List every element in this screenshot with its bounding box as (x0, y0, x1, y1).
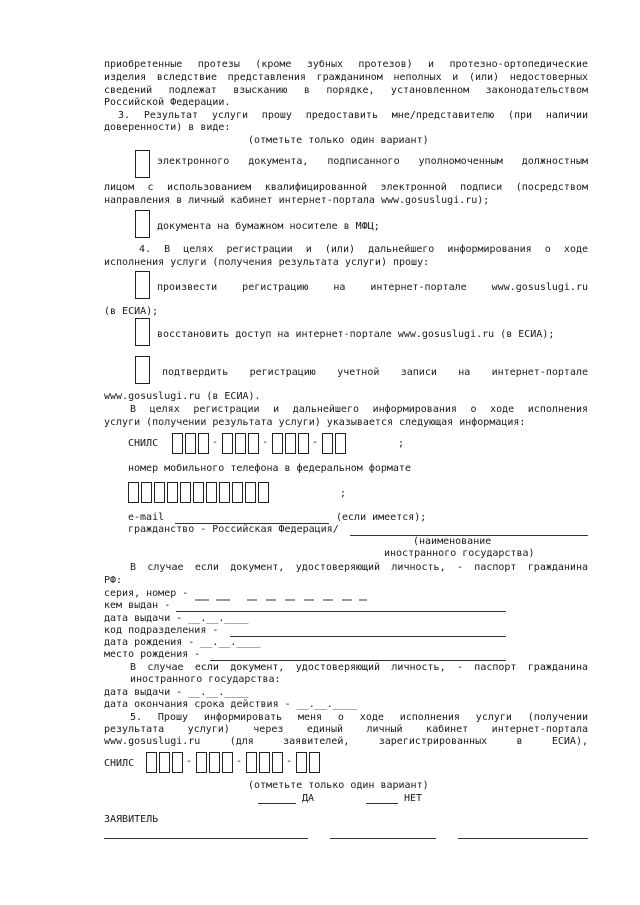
digit-cell[interactable] (196, 752, 207, 773)
digit-cell[interactable] (172, 433, 183, 454)
foreign-issue-date-field[interactable]: дата выдачи - __.__.____ (104, 687, 249, 698)
separator-hyphen: - (212, 437, 219, 448)
checkbox-confirm-registration[interactable] (135, 356, 150, 384)
checkbox-restore-access[interactable] (135, 318, 150, 346)
checkbox-paper-document[interactable] (135, 210, 150, 238)
digit-cell[interactable] (296, 752, 307, 773)
issue-date-field[interactable]: дата выдачи - __.__.____ (104, 613, 249, 624)
digit-cell[interactable] (246, 752, 257, 773)
digit-cell[interactable] (141, 482, 152, 503)
digit-cell[interactable] (245, 482, 256, 503)
snils-label: СНИЛС (104, 758, 135, 769)
no-label: НЕТ (404, 793, 423, 804)
digit-cell[interactable] (258, 482, 269, 503)
digit-cell[interactable] (272, 752, 283, 773)
text-line: www.gosuslugi.ru (для заявителей, зарегистрированных в ЕСИА), (104, 736, 588, 747)
choose-one-note: (отметьте только один вариант) (248, 780, 429, 791)
text-line: результата услуги) через единый личный кабинет интернет-портала (104, 724, 588, 735)
digit-cell[interactable] (335, 433, 346, 454)
digit-cell[interactable] (219, 482, 230, 503)
separator-hyphen: - (286, 756, 293, 767)
passport-series-label: серия, номер - (104, 588, 189, 599)
separator-hyphen: - (236, 756, 243, 767)
text-line: направления в личный кабинет интернет-портала www.gosuslugi.ru); (104, 195, 490, 206)
text-line: ; (398, 438, 405, 449)
section-4-heading: 4. В целях регистрации и (или) дальнейшего информирования о ходе (139, 244, 588, 255)
text-line: иностранного государства: (130, 674, 281, 685)
digit-cell[interactable] (180, 482, 191, 503)
section-5-heading: 5. Прошу информировать меня о ходе исполнения услуги (получении (130, 712, 588, 723)
birth-date-field[interactable]: дата рождения - __.__.____ (104, 637, 261, 648)
text-line: (в ЕСИА); (104, 306, 159, 317)
text-line: исполнения услуги (получения результата услуги) прошу: (104, 257, 430, 268)
option-electronic-document: электронного документа, подписанного уполномоченным должностным (157, 156, 588, 167)
option-confirm-registration: подтвердить регистрацию учетной записи на интернет-портале (162, 367, 588, 378)
digit-cell[interactable] (232, 482, 243, 503)
email-field[interactable] (175, 512, 329, 524)
text-line: лицом с использованием квалифицированной электронной подписи (посредством (104, 182, 588, 193)
applicant-label: ЗАЯВИТЕЛЬ (104, 814, 159, 825)
digit-cell[interactable] (185, 433, 196, 454)
text-line: www.gosuslugi.ru (в ЕСИА). (104, 391, 261, 402)
separator-hyphen: - (262, 437, 269, 448)
checkbox-electronic-document[interactable] (135, 150, 150, 178)
separator-hyphen: - (312, 437, 319, 448)
digit-cell[interactable] (209, 752, 220, 773)
digit-cell[interactable] (222, 433, 233, 454)
digit-cell[interactable] (222, 752, 233, 773)
choose-one-note: (отметьте только один вариант) (248, 135, 429, 146)
digit-cell[interactable] (198, 433, 209, 454)
text-line: услуги (получении результата услуги) указывается следующая информация: (104, 417, 526, 428)
digit-cell[interactable] (193, 482, 204, 503)
digit-cell[interactable] (298, 433, 309, 454)
text-line: приобретенные протезы (кроме зубных протезов) и протезно-ортопедические (104, 59, 588, 70)
text-line: РФ: (104, 575, 123, 586)
yes-label: ДА (302, 793, 315, 804)
citizenship-field[interactable] (350, 524, 588, 536)
foreign-expiry-date-field[interactable]: дата окончания срока действия - __.__.____ (104, 699, 357, 710)
issued-by-label: кем выдан - (104, 600, 171, 611)
issued-by-field[interactable] (176, 600, 506, 612)
text-line: В случае если документ, удостоверяющий личность, - паспорт гражданина (130, 562, 588, 573)
birth-place-label: место рождения - (104, 649, 201, 660)
text-line: изделия вследствие представления гражданином неполных и (или) недостоверных (104, 72, 588, 83)
birth-place-field[interactable] (210, 649, 506, 661)
digit-cell[interactable] (128, 482, 139, 503)
snils-label: СНИЛС (128, 438, 159, 449)
digit-cell[interactable] (309, 752, 320, 773)
digit-cell[interactable] (206, 482, 217, 503)
option-register: произвести регистрацию на интернет-портале www.gosuslugi.ru (157, 282, 588, 293)
digit-cell[interactable] (172, 752, 183, 773)
applicant-date-field[interactable] (458, 828, 588, 839)
text-line: доверенности) в виде: (104, 122, 231, 133)
digit-cell[interactable] (235, 433, 246, 454)
separator-hyphen: - (186, 756, 193, 767)
text-line: В целях регистрации и дальнейшего информирования о ходе исполнения (130, 404, 588, 415)
section-3-heading: 3. Результат услуги прошу предоставить мне/представителю (при наличии (118, 110, 588, 121)
foreign-state-caption: иностранного государства) (384, 548, 535, 559)
digit-cell[interactable] (272, 433, 283, 454)
no-mark-field[interactable] (366, 792, 398, 804)
digit-cell[interactable] (159, 752, 170, 773)
digit-cell[interactable] (154, 482, 165, 503)
citizenship-label: гражданство - Российская Федерация/ (128, 524, 339, 535)
text-line: ; (340, 488, 347, 499)
digit-cell[interactable] (322, 433, 333, 454)
applicant-name-field[interactable] (104, 828, 308, 839)
digit-cell[interactable] (146, 752, 157, 773)
checkbox-register[interactable] (135, 271, 150, 299)
option-paper-document: документа на бумажном носителе в МФЦ; (157, 221, 380, 232)
text-line: Российской Федерации. (104, 97, 231, 108)
division-code-field[interactable] (230, 625, 506, 637)
yes-mark-field[interactable] (258, 792, 296, 804)
digit-cell[interactable] (167, 482, 178, 503)
option-restore-access: восстановить доступ на интернет-портале www.gosuslugi.ru (в ЕСИА); (157, 329, 555, 340)
division-code-label: код подразделения - (104, 625, 219, 636)
text-line: сведений подлежат взысканию в порядке, установленном законодательством (104, 85, 588, 96)
digit-cell[interactable] (285, 433, 296, 454)
digit-cell[interactable] (248, 433, 259, 454)
foreign-state-caption: (наименование (413, 536, 492, 547)
email-label: e-mail (128, 512, 165, 523)
phone-label: номер мобильного телефона в федеральном формате (128, 463, 411, 474)
text-line: В случае если документ, удостоверяющий личность, - паспорт гражданина (130, 662, 588, 673)
digit-cell[interactable] (259, 752, 270, 773)
email-note: (если имеется); (336, 512, 427, 523)
applicant-signature-field[interactable] (330, 828, 436, 839)
